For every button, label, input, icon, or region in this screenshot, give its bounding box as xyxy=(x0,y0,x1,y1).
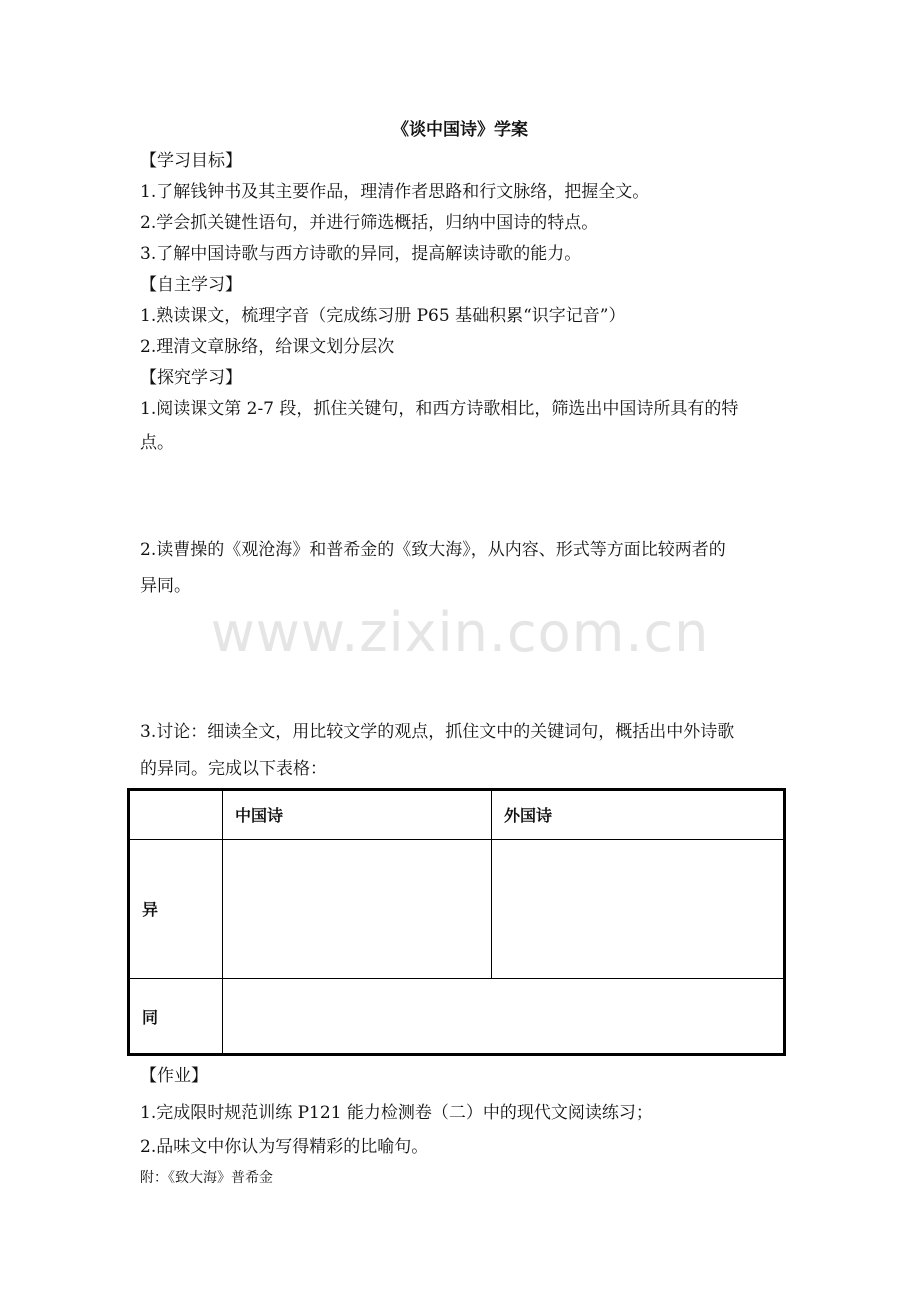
self-study-heading: 【自主学习】 xyxy=(140,275,242,295)
table-row-label-similarities: 同 xyxy=(129,979,223,1055)
explore-item-1-line-1: 1.阅读课文第 2-7 段，抓住关键句，和西方诗歌相比，筛选出中国诗所具有的特 xyxy=(140,399,739,419)
homework-heading: 【作业】 xyxy=(140,1066,208,1086)
table-cell-foreign-differences[interactable] xyxy=(492,839,785,979)
goal-item-1: 1.了解钱钟书及其主要作品，理清作者思路和行文脉络，把握全文。 xyxy=(140,182,650,202)
explore-item-3-line-2: 的异同。完成以下表格： xyxy=(140,759,327,779)
goals-heading: 【学习目标】 xyxy=(140,151,242,171)
table-header-blank xyxy=(129,790,223,840)
table-header-row xyxy=(129,790,785,840)
appendix-note: 附：《致大海》普希金 xyxy=(140,1170,273,1186)
watermark: www.zixin.com.cn xyxy=(210,601,710,664)
table-row-similarities xyxy=(129,979,785,1055)
explore-item-2-line-1: 2.读曹操的《观沧海》和普希金的《致大海》，从内容、形式等方面比较两者的 xyxy=(140,540,726,560)
self-study-item-1: 1.熟读课文，梳理字音（完成练习册 P65 基础积累“识字记音”） xyxy=(140,306,626,326)
homework-item-2: 2.品味文中你认为写得精彩的比喻句。 xyxy=(140,1137,429,1157)
table-row-differences xyxy=(129,839,785,979)
page-title: 《谈中国诗》学案 xyxy=(392,120,528,140)
goal-item-2: 2.学会抓关键性语句，并进行筛选概括，归纳中国诗的特点。 xyxy=(140,213,599,233)
table-cell-similarities[interactable] xyxy=(223,979,785,1055)
comparison-table xyxy=(127,788,786,1056)
homework-item-1: 1.完成限时规范训练 P121 能力检测卷（二）中的现代文阅读练习； xyxy=(140,1103,653,1123)
explore-item-1-line-2: 点。 xyxy=(140,433,174,453)
explore-item-3-line-1: 3.讨论：细读全文，用比较文学的观点，抓住文中的关键词句，概括出中外诗歌 xyxy=(140,722,735,742)
table-header-chinese-poetry: 中国诗 xyxy=(223,790,492,840)
explore-item-2-line-2: 异同。 xyxy=(140,576,191,596)
table-row-label-differences: 异 xyxy=(129,839,223,979)
table-header-foreign-poetry: 外国诗 xyxy=(492,790,785,840)
goal-item-3: 3.了解中国诗歌与西方诗歌的异同，提高解读诗歌的能力。 xyxy=(140,244,582,264)
table-cell-chinese-differences[interactable] xyxy=(223,839,492,979)
self-study-item-2: 2.理清文章脉络，给课文划分层次 xyxy=(140,337,395,357)
explore-heading: 【探究学习】 xyxy=(140,368,242,388)
